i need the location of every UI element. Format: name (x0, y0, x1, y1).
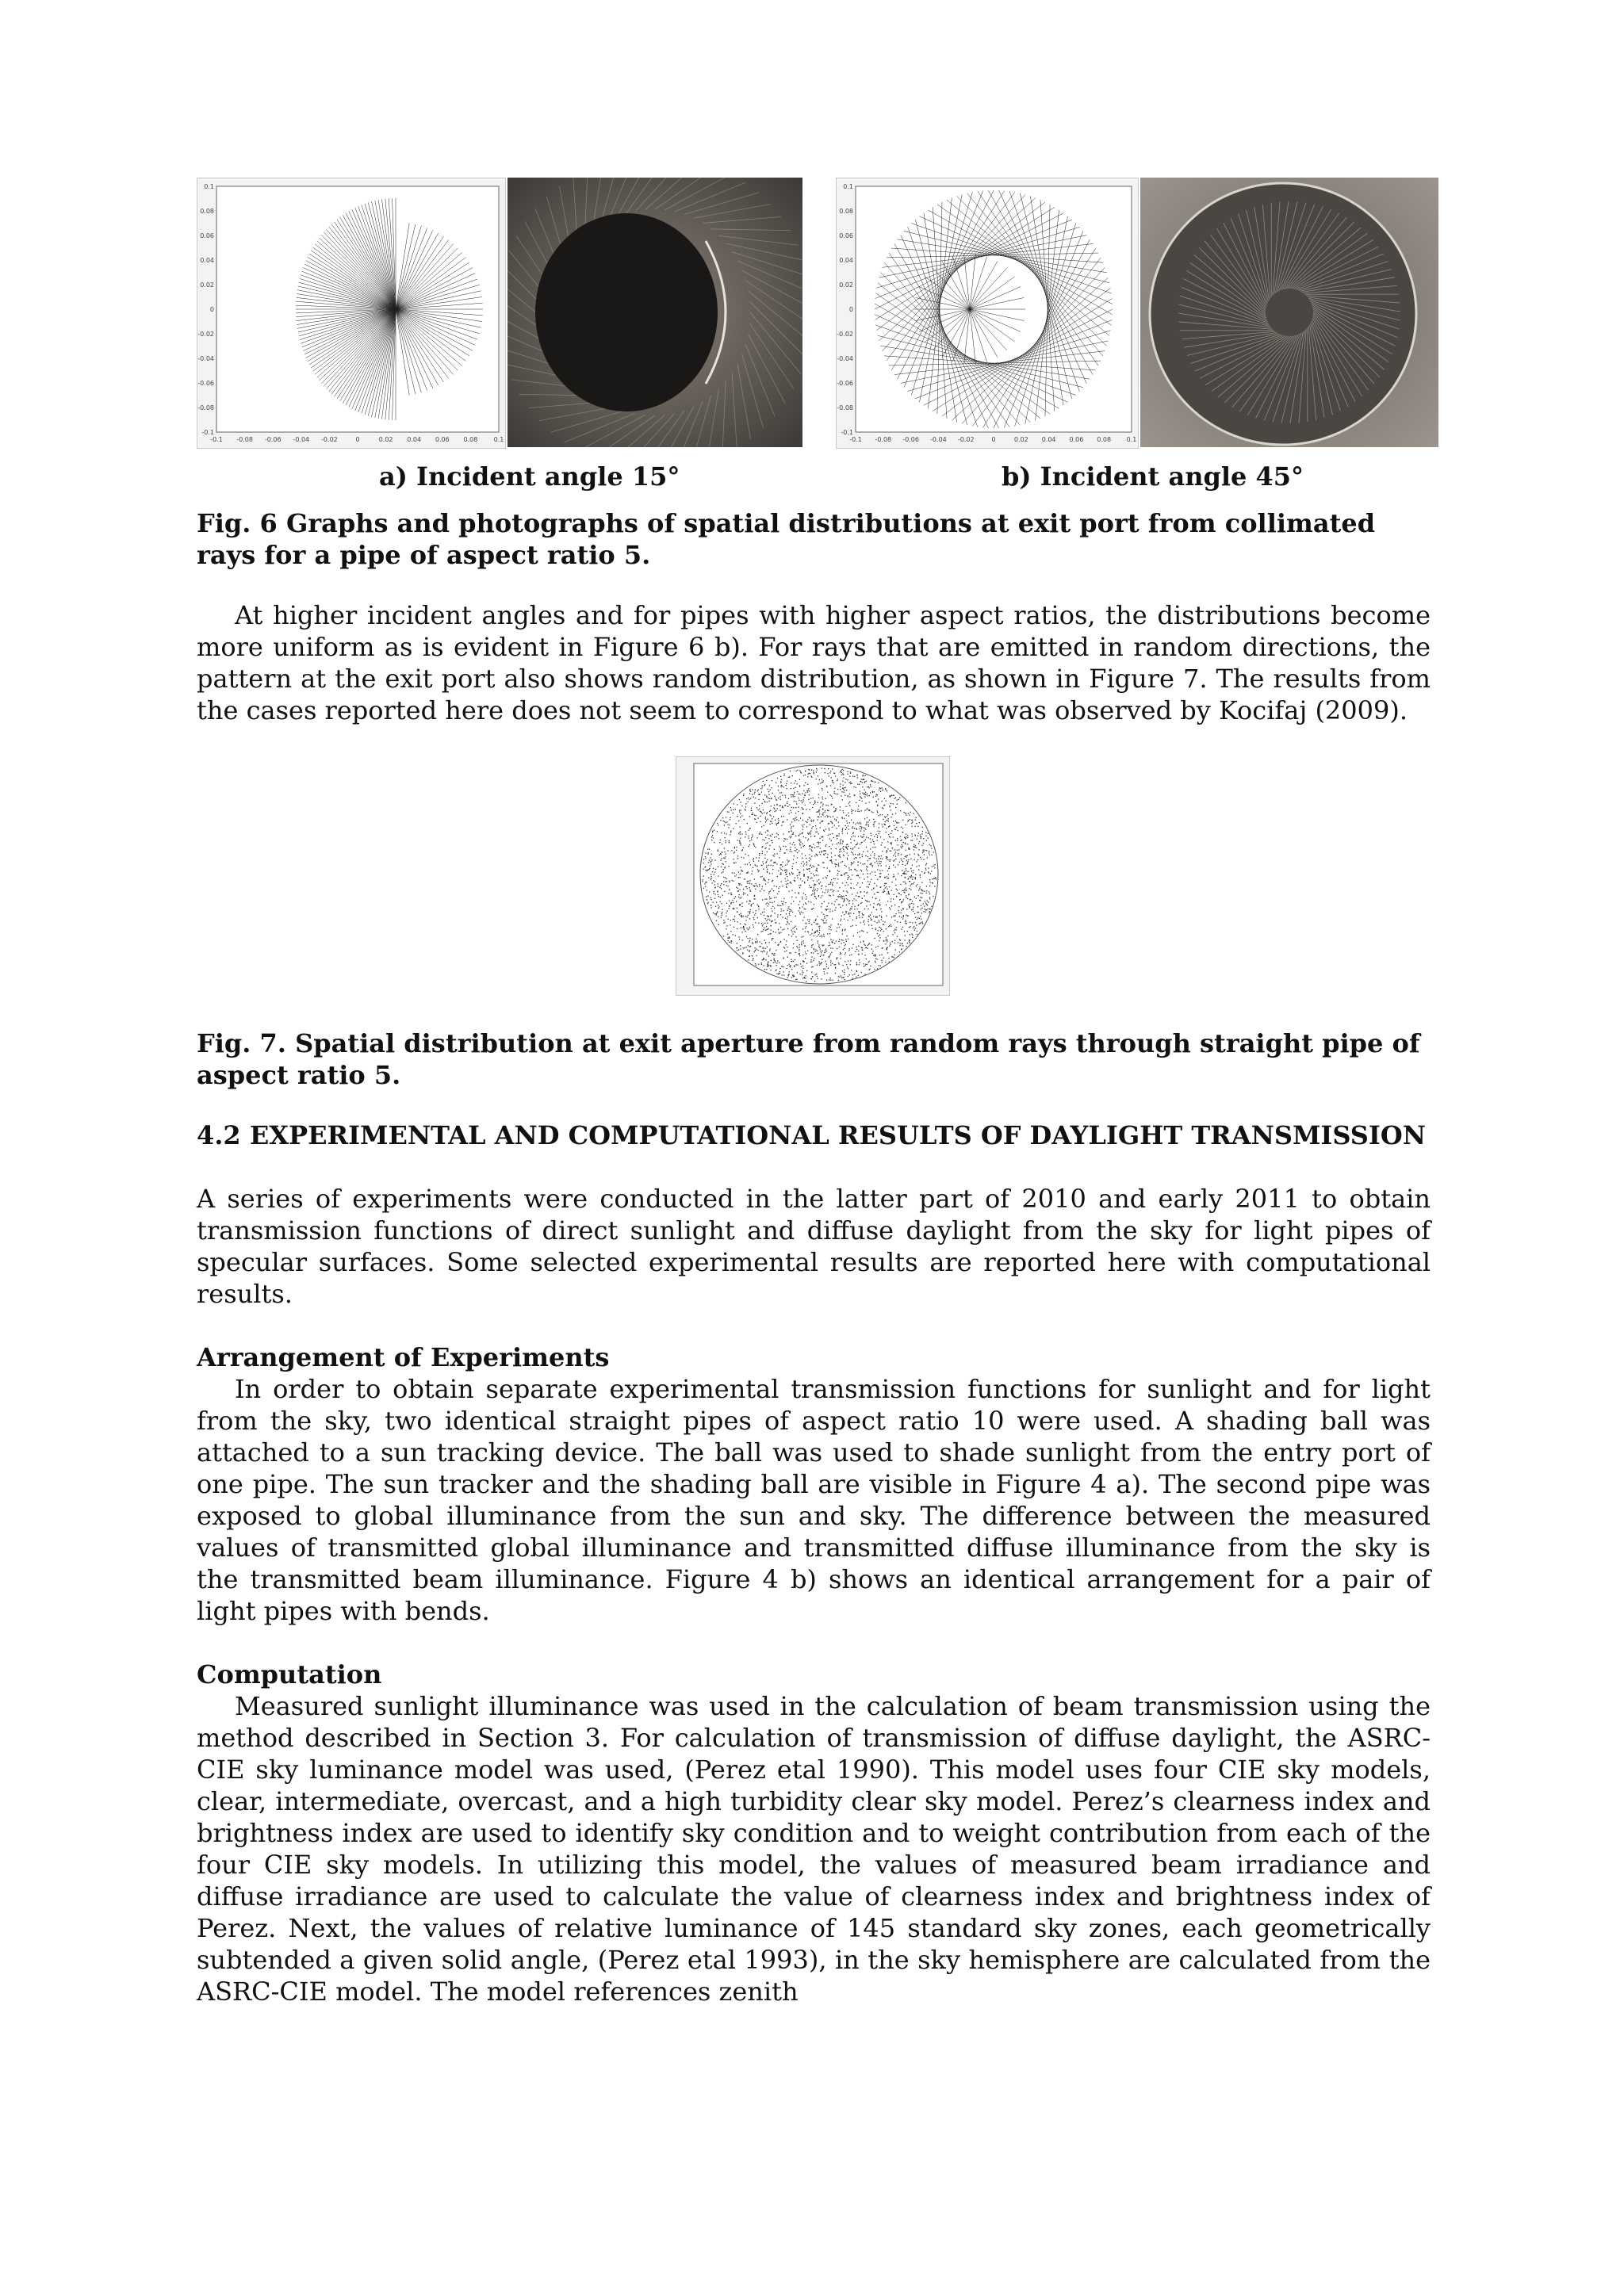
x-tick-label: -0.06 (902, 436, 919, 443)
y-tick-label: -0.04 (197, 355, 214, 362)
y-tick-label: 0.1 (843, 183, 853, 190)
x-tick-label: 0.04 (407, 436, 422, 443)
x-tick-label: -0.06 (264, 436, 282, 443)
y-tick-label: -0.02 (197, 331, 214, 338)
figure-6a-plot (197, 178, 506, 449)
figure-6-caption: Fig. 6 Graphs and photographs of spatial distributions at exit port from collimated rays for a pipe of aspect ratio 5. (197, 508, 1376, 570)
y-tick-label: 0 (848, 306, 853, 313)
x-tick-label: -0.08 (236, 436, 253, 443)
paragraph-1: At higher incident angles and for pipes with higher aspect ratios, the distributions become more uniform as is evident in Figure 6 b). For rays that are emitted in random directions, the pattern at the exit port also shows random distribution, as shown in Figure 7. The results from the cases reported here does not seem to correspond to what was observed by Kocifaj (2009). (197, 600, 1431, 725)
computation-paragraph: Measured sunlight illuminance was used in the calculation of beam transmission using the method described in Section 3. For calculation of transmission of diffuse daylight, the ASRC-CIE sky luminance model was used, (Perez etal 1990). This model uses four CIE sky models, clear, intermediate, overcast, and a high turbidity clear sky model. Perez’s clearness index and brightness index are used to identify sky condition and to weight contribution from each of the four CIE sky models. In utilizing this model, the values of measured beam irradiance and diffuse irradiance are used to calculate the value of clearness index and brightness index of Perez. Next, the values of relative luminance of 145 standard sky zones, each geometrically subtended a given solid angle, (Perez etal 1993), in the sky hemisphere are calculated from the ASRC-CIE model. The model references zenith (197, 1691, 1431, 2007)
x-tick-label: -0.1 (210, 436, 223, 443)
plot-6a-svg (197, 178, 505, 448)
y-tick-label: 0.08 (200, 208, 214, 215)
y-tick-label: -0.06 (197, 380, 214, 387)
x-tick-label: 0.1 (493, 436, 504, 443)
y-tick-label: 0.02 (200, 281, 214, 289)
y-tick-label: -0.06 (837, 380, 853, 387)
x-tick-label: 0.02 (378, 436, 393, 443)
plot-6b-svg (837, 178, 1138, 448)
y-tick-label: 0.04 (839, 257, 853, 264)
x-tick-label: -0.08 (875, 436, 892, 443)
section-heading: 4.2 EXPERIMENTAL AND COMPUTATIONAL RESULTS OF DAYLIGHT TRANSMISSION (197, 1120, 1426, 1150)
x-tick-label: -0.02 (321, 436, 338, 443)
y-tick-label: 0 (209, 306, 214, 313)
x-tick-label: 0.06 (435, 436, 450, 443)
y-tick-label: 0.06 (839, 232, 853, 239)
x-tick-label: 0 (355, 436, 360, 443)
x-tick-label: 0.1 (1126, 436, 1137, 443)
figure-6a-label: a) Incident angle 15° (379, 461, 680, 492)
y-tick-label: -0.1 (201, 429, 214, 436)
photo-6a-svg (508, 178, 802, 447)
arrangement-paragraph: In order to obtain separate experimental transmission functions for sunlight and for light from the sky, two identical straight pipes of aspect ratio 10 were used. A shading ball was attached to a sun tracking device. The ball was used to shade sunlight from the entry port of one pipe. The sun tracker and the shading ball are visible in Figure 4 a). The second pipe was exposed to global illuminance from the sun and sky. The difference between the measured values of transmitted global illuminance and transmitted diffuse illuminance from the sky is the transmitted beam illuminance. Figure 4 b) shows an identical arrangement for a pair of light pipes with bends. (197, 1374, 1431, 1626)
paragraph-2: A series of experiments were conducted in the latter part of 2010 and early 2011 to obtain transmission functions of direct sunlight and diffuse daylight from the sky for light pipes of specular surfaces. Some selected experimental results are reported here with computational results. (197, 1184, 1431, 1309)
x-tick-label: -0.1 (849, 436, 862, 443)
y-tick-label: 0.1 (204, 183, 214, 190)
x-tick-label: -0.04 (293, 436, 310, 443)
figure-6b-photo (1140, 178, 1438, 447)
x-tick-label: 0.04 (1041, 436, 1056, 443)
x-tick-label: 0 (991, 436, 996, 443)
y-tick-label: 0.08 (839, 208, 853, 215)
y-tick-label: 0.02 (839, 281, 853, 289)
computation-heading: Computation (197, 1659, 382, 1689)
page-content (197, 174, 1431, 2007)
y-tick-label: 0.04 (200, 257, 214, 264)
figure-7-scatter (676, 757, 949, 995)
x-tick-label: -0.02 (957, 436, 975, 443)
y-tick-label: -0.02 (837, 331, 853, 338)
x-tick-label: 0.02 (1013, 436, 1028, 443)
figure-7 (676, 756, 950, 996)
x-tick-label: 0.08 (1097, 436, 1112, 443)
x-tick-label: 0.06 (1069, 436, 1084, 443)
figure-6 (197, 174, 1431, 492)
figure-7-caption: Fig. 7. Spatial distribution at exit aperture from random rays through straight pipe of aspect ratio 5. (197, 1028, 1420, 1090)
y-tick-label: -0.04 (837, 355, 853, 362)
arrangement-heading: Arrangement of Experiments (197, 1342, 610, 1372)
figure-6b-label: b) Incident angle 45° (1002, 461, 1304, 492)
y-tick-label: 0.06 (200, 232, 214, 239)
x-tick-label: 0.08 (463, 436, 478, 443)
y-tick-label: -0.08 (197, 404, 214, 411)
figure-6b-plot (836, 178, 1139, 449)
x-tick-label: -0.04 (930, 436, 947, 443)
y-tick-label: -0.1 (841, 429, 853, 436)
figure-6a-photo (508, 178, 802, 447)
photo-6b-svg (1140, 178, 1438, 447)
y-tick-label: -0.08 (837, 404, 853, 411)
